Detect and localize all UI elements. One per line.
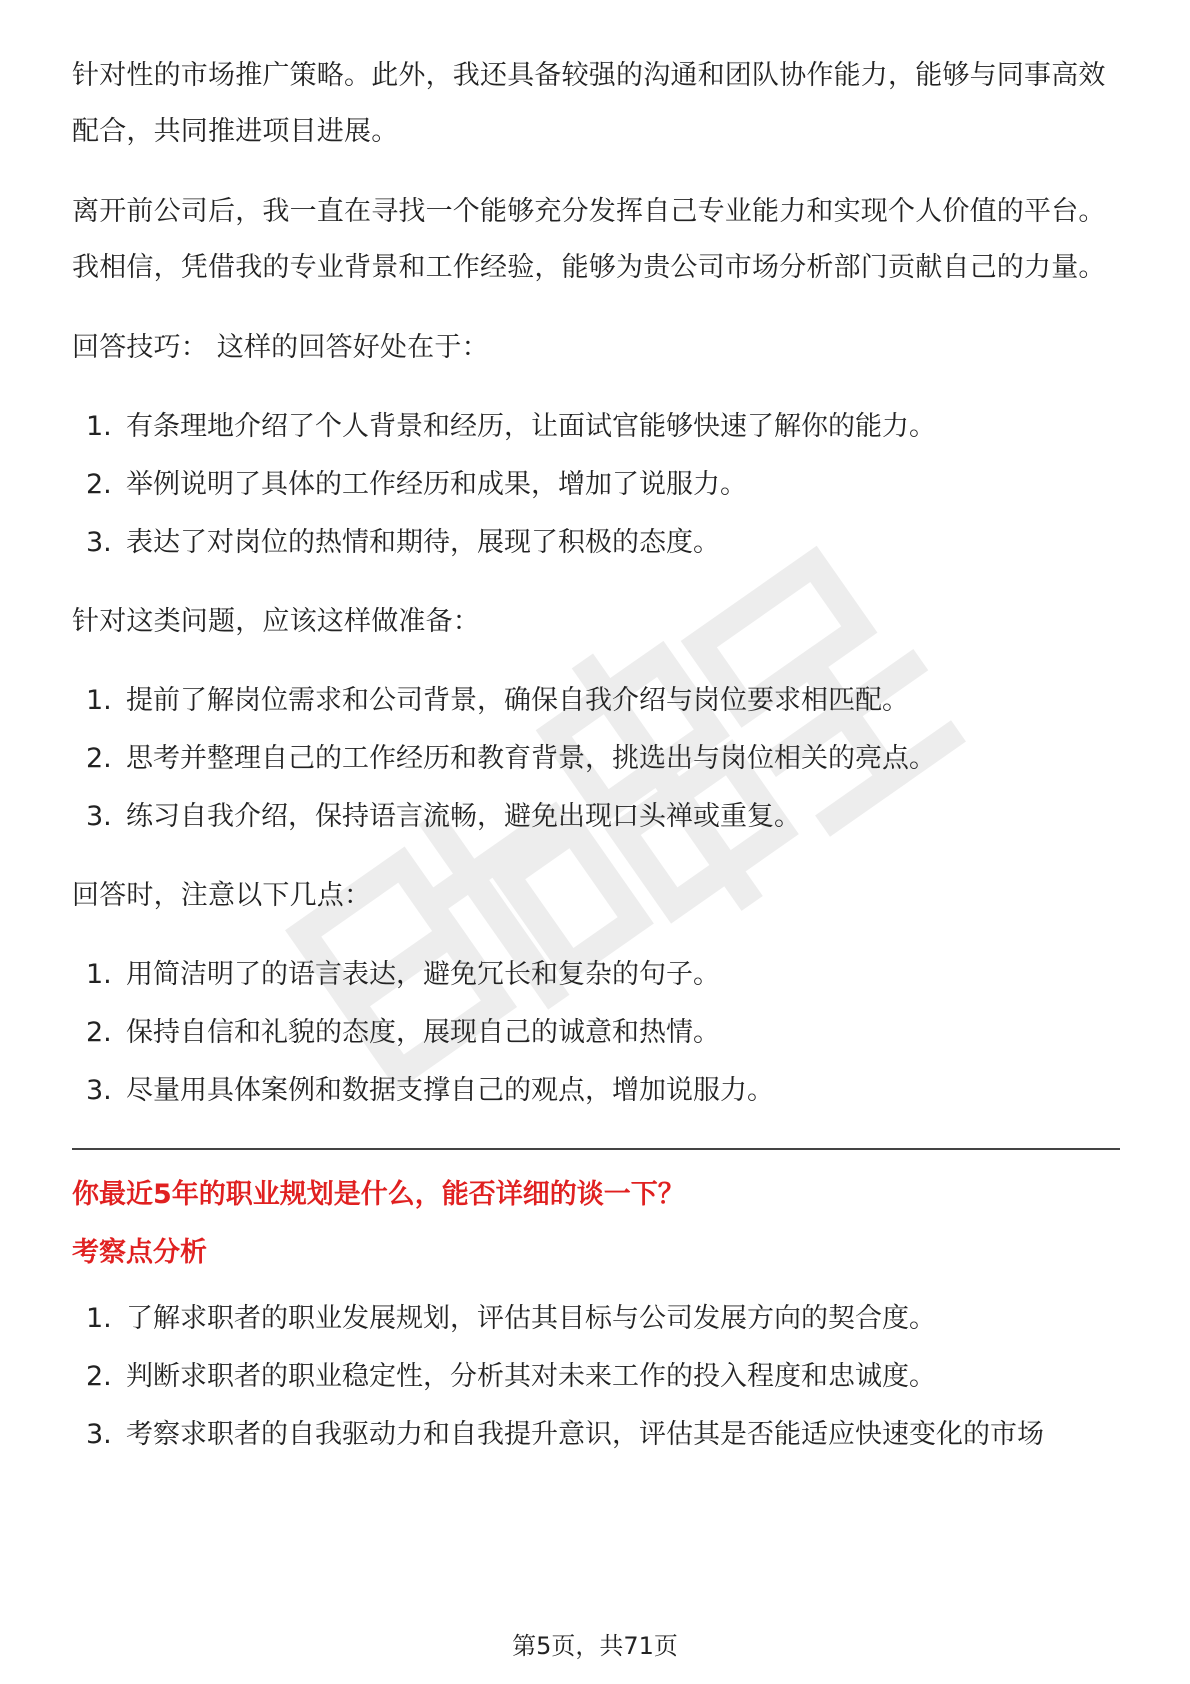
list-item: 3. 考察求职者的自我驱动力和自我提升意识，评估其是否能适应快速变化的市场: [86, 1419, 1044, 1450]
tips-intro: 回答技巧： 这样的回答好处在于：: [72, 332, 489, 363]
prep-list: [72, 672, 1120, 846]
list-item: 1. 提前了解岗位需求和公司背景，确保自我介绍与岗位要求相匹配。: [86, 685, 909, 716]
notes-list: [72, 946, 1120, 1120]
analysis-list: [72, 1290, 1120, 1464]
notes-intro: 回答时，注意以下几点：: [72, 880, 372, 911]
document-body: [72, 48, 1120, 1464]
question-heading: 你最近5年的职业规划是什么，能否详细的谈一下？: [72, 1179, 685, 1210]
list-item: 2. 思考并整理自己的工作经历和教育背景，挑选出与岗位相关的亮点。: [86, 743, 936, 774]
list-item: 2. 判断求职者的职业稳定性，分析其对未来工作的投入程度和忠诚度。: [86, 1361, 936, 1392]
list-item: 1. 了解求职者的职业发展规划，评估其目标与公司发展方向的契合度。: [86, 1303, 936, 1334]
section-divider: [72, 1148, 1120, 1150]
paragraph-2: 离开前公司后，我一直在寻找一个能够充分发挥自己专业能力和实现个人价值的平台。我相信，凭借我的专业背景和工作经验，能够为贵公司市场分析部门贡献自己的力量。: [72, 196, 1106, 283]
paragraph-1: 针对性的市场推广策略。此外，我还具备较强的沟通和团队协作能力，能够与同事高效配合，共同推进项目进展。: [72, 60, 1106, 147]
analysis-heading: 考察点分析: [72, 1237, 207, 1268]
page-number: 第5页，共71页: [512, 1632, 678, 1660]
list-item: 2. 保持自信和礼貌的态度，展现自己的诚意和热情。: [86, 1017, 720, 1048]
list-item: 3. 尽量用具体案例和数据支撑自己的观点，增加说服力。: [86, 1075, 774, 1106]
list-item: 2. 举例说明了具体的工作经历和成果，增加了说服力。: [86, 469, 747, 500]
list-item: 3. 练习自我介绍，保持语言流畅，避免出现口头禅或重复。: [86, 801, 801, 832]
prep-intro: 针对这类问题，应该这样做准备：: [72, 606, 480, 637]
list-item: 1. 用简洁明了的语言表达，避免冗长和复杂的句子。: [86, 959, 720, 990]
list-item: 3. 表达了对岗位的热情和期待，展现了积极的态度。: [86, 527, 720, 558]
tips-list: [72, 398, 1120, 572]
list-item: 1. 有条理地介绍了个人背景和经历，让面试官能够快速了解你的能力。: [86, 411, 936, 442]
